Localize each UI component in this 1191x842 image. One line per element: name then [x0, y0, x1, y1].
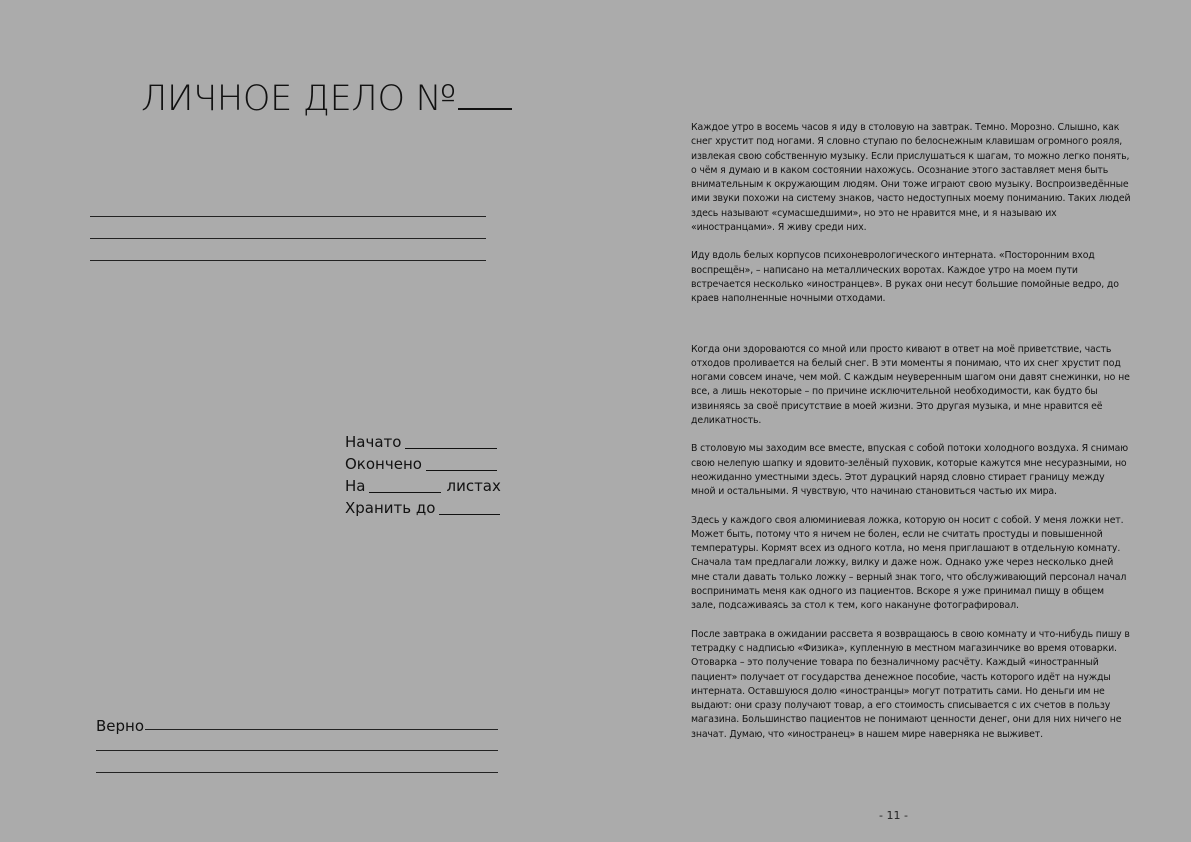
file-title-text: ЛИЧНОЕ ДЕЛО №: [141, 79, 456, 119]
paragraph: Здесь у каждого своя алюминиевая ложка, которую он носит с собой. У меня ложки нет. Может быть, потому что я ничем не болен, если не считать простуды и повышенной температуры. Кормят всех из одного котла, но меня приглашают в отдельную комнату. Сначала там предлагали ложку, вилку и даже нож. Однако уже через несколько дней мне стали давать только ложку – верный знак того, что обслуживающий персонал начал воспринимать меня как одного из пациентов. Вскоре я уже принимал пищу в общем зале, подсаживаясь за стол к тем, кого накануне фотографировал.: [691, 514, 1127, 612]
sheets-blank: [369, 492, 441, 493]
started-blank: [405, 448, 497, 449]
paragraph: Каждое утро в восемь часов я иду в столовую на завтрак. Темно. Морозно. Слышно, как снег хрустит под ногами. Я словно ступаю по белоснежным клавишам огромного рояля, извлекая свою собственную музыку. Если прислушаться к шагам, то можно легко понять, о чём я думаю и в каком состоянии нахожусь. Осознание этого заставляет меня быть внимательным к окружающим людям. Они тоже играют свою музыку. Воспроизведённые ими звуки похожи на систему знаков, часто недоступных моему пониманию. Таких людей здесь называют «сумасшедшими», но это не нравится мне, и я называю их «иностранцами». Я живу среди них.: [691, 122, 1131, 234]
paragraph: Когда они здороваются со мной или просто кивают в ответ на моё приветствие, часть отходов проливается на белый снег. В эти моменты я понимаю, что их снег хрустит под ногами совсем иначе, чем мой. С каждым неуверенным шагом они давят снежинки, но не все, а лишь некоторые – по причине исключительной необходимости, как будто бы извиняясь за своё присутствие в моей жизни. Это другая музыка, и мне нравится её деликатность.: [691, 343, 1130, 427]
file-meta: [345, 431, 501, 519]
sheets-label: листах: [446, 477, 501, 495]
left-page: [0, 0, 595, 842]
started-label: Начато: [345, 433, 402, 451]
paragraph: После завтрака в ожидании рассвета я возвращаюсь в свою комнату и что-нибудь пишу в тетрадку с надписью «Физика», купленную в местном магазинчике во время отоварки. Отоварка – это получение товара по безналичному расчёту. Каждый «иностранный пациент» получает от государства денежное пособие, часть которого идёт на нужды интерната. Оставшуюся долю «иностранцы» могут потратить сами. Но деньги им не выдают: они сразу получают товар, а его стоимость списывается с их счетов в пользу магазина. Большинство пациентов не понимают ценности денег, они для них ничего не значат. Думаю, что «иностранец» в нашем мире наверняка не выживет.: [691, 628, 1130, 740]
paragraph: В столовую мы заходим все вместе, впуская с собой потоки холодного воздуха. Я снимаю свою нелепую шапку и ядовито-зелёный пуховик, которые кажутся мне несуразными, но неожиданно уместными здесь. Этот дурацкий наряд словно стирает границу между мной и остальными. Я чувствую, что начинаю становиться частью их мира.: [691, 443, 1128, 498]
sheets-row: [345, 475, 501, 497]
file-title: [141, 77, 512, 121]
started-row: [345, 431, 501, 453]
paragraph: Иду вдоль белых корпусов психоневрологического интерната. «Посторонним вход воспрещён», – написано на металлических воротах. Каждое утро на моем пути встречается несколько «иностранцев». В руках они несут большие помойные ведро, до краев наполненные ночными отходами.: [691, 250, 1119, 305]
blank-line-1: [90, 216, 486, 217]
finished-label: Окончено: [345, 455, 422, 473]
verified-line-1: [145, 729, 498, 730]
finished-blank: [426, 470, 497, 471]
finished-row: [345, 453, 501, 475]
verified-line-3: [96, 772, 498, 773]
keep-until-row: [345, 497, 501, 519]
file-number-blank: [458, 108, 512, 110]
right-page: [596, 0, 1191, 842]
blank-line-3: [90, 260, 486, 261]
page-number: - 11 -: [879, 809, 908, 822]
blank-line-2: [90, 238, 486, 239]
story-text: [691, 121, 1131, 742]
on-label: На: [345, 477, 366, 495]
verified-label: Верно: [96, 717, 145, 735]
verified-line-2: [96, 750, 498, 751]
keep-until-blank: [439, 514, 500, 515]
keep-until-label: Хранить до: [345, 499, 436, 517]
